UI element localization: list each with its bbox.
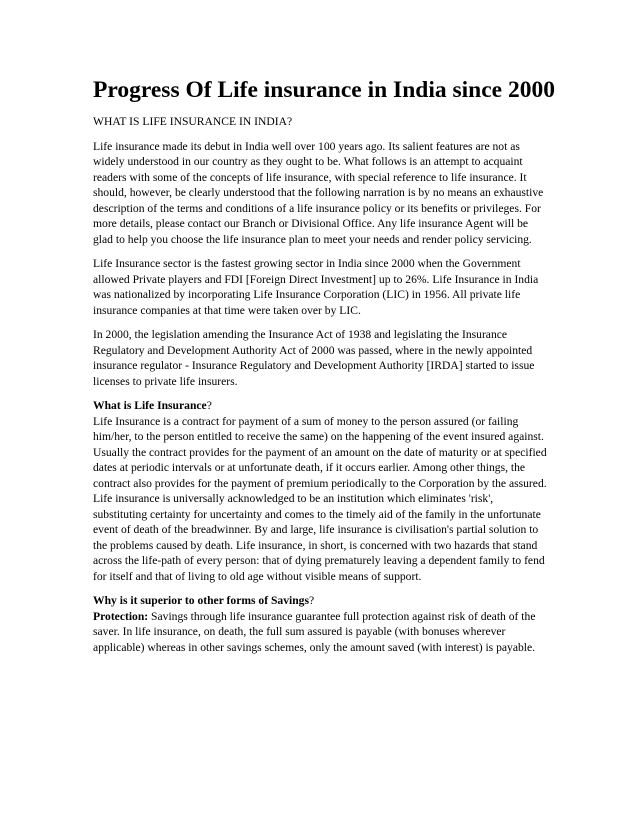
document-page — [93, 76, 555, 664]
protection-text: Savings through life insurance guarantee full protection against risk of death of the saver. In life insurance, on death, the full sum assured is payable (with bonuses wherever applicable) whereas in other savings schemes, only the amount saved (with interest) is payable. — [93, 609, 536, 654]
section-heading — [93, 398, 550, 414]
paragraph-intro: Life insurance made its debut in India well over 100 years ago. Its salient features are not as widely understood in our country as they ought to be. What follows is an attempt to acquaint readers with some of the concepts of life insurance, with special reference to life insurance. It should, however, be clearly understood that the following narration is by no means an exhaustive description of the terms and conditions of a life insurance policy or its benefits or privileges. For more details, please contact our Branch or Divisional Office. Any life insurance Agent will be glad to help you choose the life insurance plan to meet your needs and render policy servicing. — [93, 139, 544, 246]
paragraph-sector-growth: Life Insurance sector is the fastest growing sector in India since 2000 when the Government allowed Private players and FDI [Foreign Direct Investment] up to 26%. Life Insurance in India was nationalized by incorporating Life Insurance Corporation (LIC) in 1956. All private life insurance companies at that time were taken over by LIC. — [93, 257, 539, 317]
heading-text: Why is it superior to other forms of Savings — [93, 594, 309, 607]
section-body — [93, 609, 550, 656]
heading-mark: ? — [309, 594, 315, 607]
section-subtitle: WHAT IS LIFE INSURANCE IN INDIA? — [93, 115, 293, 128]
heading-text: What is Life Insurance — [93, 399, 207, 412]
section-heading — [93, 593, 550, 609]
section-body: Life Insurance is a contract for payment of a sum of money to the person assured (or failing him/her, to the person entitled to receive the same) on the happening of the event insured against. Usually the contract provides for the payment of an amount on the date of maturity or at specified dates at periodic intervals or at unfortunate death, if it occurs earlier. Among other things, the contract also provides for the payment of premium periodically to the Corporation by the assured. Life insurance is universally acknowledged to be an institution which eliminates 'risk', substituting certainty for uncertainty and comes to the timely aid of the family in the unfortunate event of death of the breadwinner. By and large, life insurance is civilisation's partial solution to the problems caused by death. Life insurance, in short, is concerned with two hazards that stand across the life-path of every person: that of dying prematurely leaving a dependent family to fend for itself and that of living to old age without visible means of support. — [93, 414, 547, 583]
section-what-is-life-insurance — [93, 398, 550, 584]
paragraph-legislation: In 2000, the legislation amending the Insurance Act of 1938 and legislating the Insurance Regulatory and Development Authority Act of 2000 was passed, where in the newly appointed insurance regulator - Insurance Regulatory and Development Authority [IRDA] started to issue licenses to private life insurers. — [93, 328, 535, 388]
section-superior-savings — [93, 593, 550, 655]
document-title: Progress Of Life insurance in India since 2000 — [93, 77, 555, 103]
heading-mark: ? — [206, 399, 212, 412]
protection-label: Protection: — [93, 609, 149, 623]
